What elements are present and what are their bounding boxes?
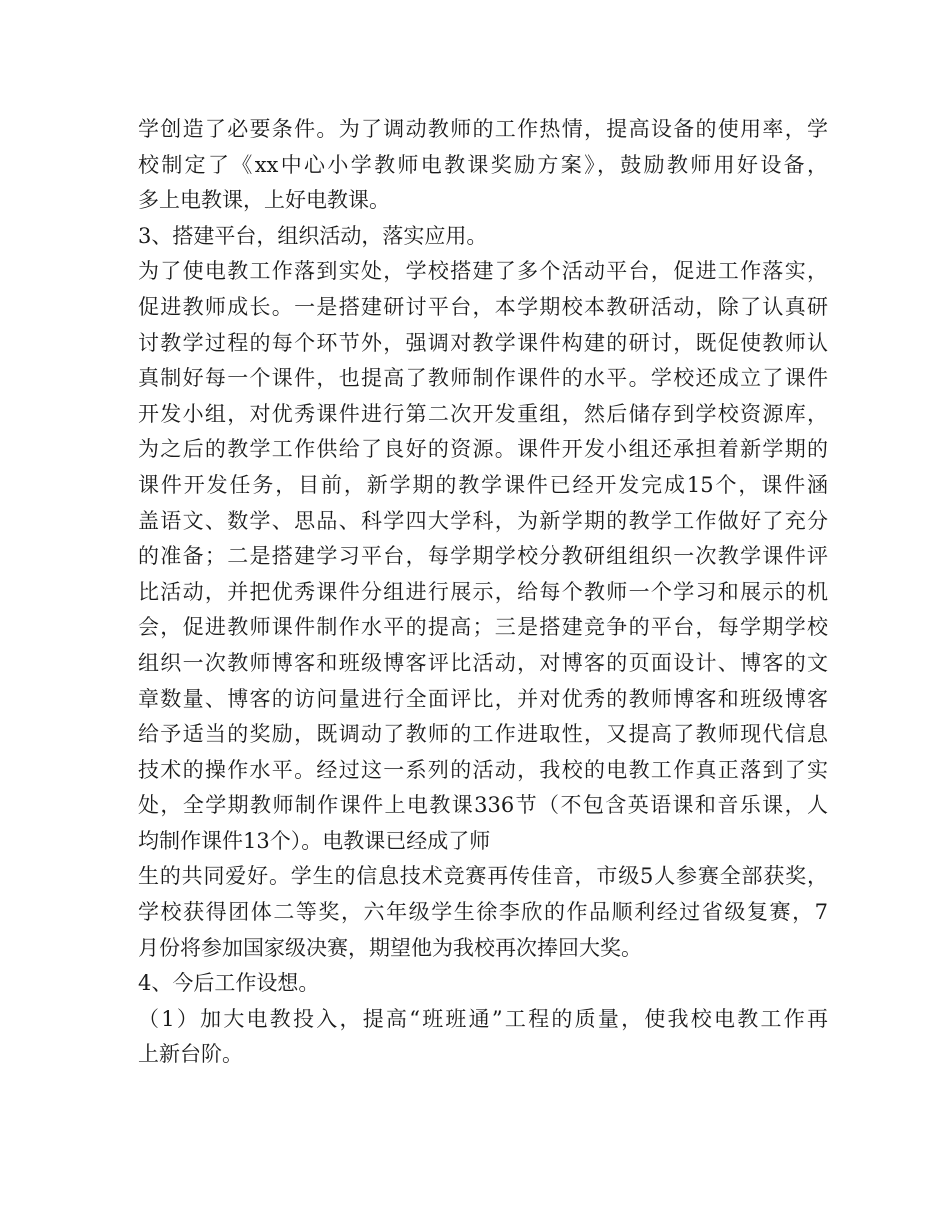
text-line: 为之后的教学工作供给了良好的资源。课件开发小组还承担着新学期的 [138, 437, 828, 462]
text-line: 4、今后工作设想。 [138, 971, 320, 996]
text-line: 生的共同爱好。学生的信息技术竞赛再传佳音，市级5人参赛全部获奖， [138, 864, 828, 889]
text-line: 月份将参加国家级决赛，期望他为我校再次捧回大奖。 [138, 935, 642, 960]
text-line: 学校获得团体二等奖，六年级学生徐李欣的作品顺利经过省级复赛，7 [138, 900, 828, 925]
text-line: 上新台阶。 [138, 1042, 243, 1067]
text-line: 的准备；二是搭建学习平台，每学期学校分教研组组织一次教学课件评 [138, 544, 828, 569]
text-line: 均制作课件13个）。电教课已经成了师 [138, 828, 491, 853]
text-line: 处，全学期教师制作课件上电教课336节（不包含英语课和音乐课，人 [138, 793, 828, 818]
text-line: 会，促进教师课件制作水平的提高；三是搭建竞争的平台，每学期学校 [138, 615, 828, 640]
text-line: 为了使电教工作落到实处，学校搭建了多个活动平台，促进工作落实， [138, 259, 828, 284]
text-line: 真制好每一个课件，也提高了教师制作课件的水平。学校还成立了课件 [138, 366, 828, 391]
text-line: （1）加大电教投入，提高“班班通”工程的质量，使我校电教工作再 [138, 1006, 828, 1031]
text-line: 学创造了必要条件。为了调动教师的工作热情，提高设备的使用率，学 [138, 117, 828, 141]
text-line: 组织一次教师博客和班级博客评比活动，对博客的页面设计、博客的文 [138, 650, 828, 675]
text-line: 章数量、博客的访问量进行全面评比，并对优秀的教师博客和班级博客 [138, 686, 828, 711]
document-body [138, 112, 828, 1073]
text-line: 开发小组，对优秀课件进行第二次开发重组，然后储存到学校资源库， [138, 401, 828, 426]
text-line: 3、搭建平台，组织活动，落实应用。 [138, 223, 488, 248]
text-line: 给予适当的奖励，既调动了教师的工作进取性，又提高了教师现代信息 [138, 722, 828, 747]
text-line: 盖语文、数学、思品、科学四大学科，为新学期的教学工作做好了充分 [138, 508, 828, 533]
text-line: 课件开发任务，目前，新学期的教学课件已经开发完成15个，课件涵 [138, 472, 828, 497]
text-line: 技术的操作水平。经过这一系列的活动，我校的电教工作真正落到了实 [138, 757, 828, 782]
text-line: 促进教师成长。一是搭建研讨平台，本学期校本教研活动，除了认真研 [138, 294, 828, 319]
text-line: 比活动，并把优秀课件分组进行展示，给每个教师一个学习和展示的机 [138, 579, 828, 604]
text-line: 多上电教课，上好电教课。 [138, 188, 390, 213]
text-line: 讨教学过程的每个环节外，强调对教学课件构建的研讨，既促使教师认 [138, 330, 828, 355]
text-line: 校制定了《xx中心小学教师电教课奖励方案》，鼓励教师用好设备， [138, 152, 828, 177]
